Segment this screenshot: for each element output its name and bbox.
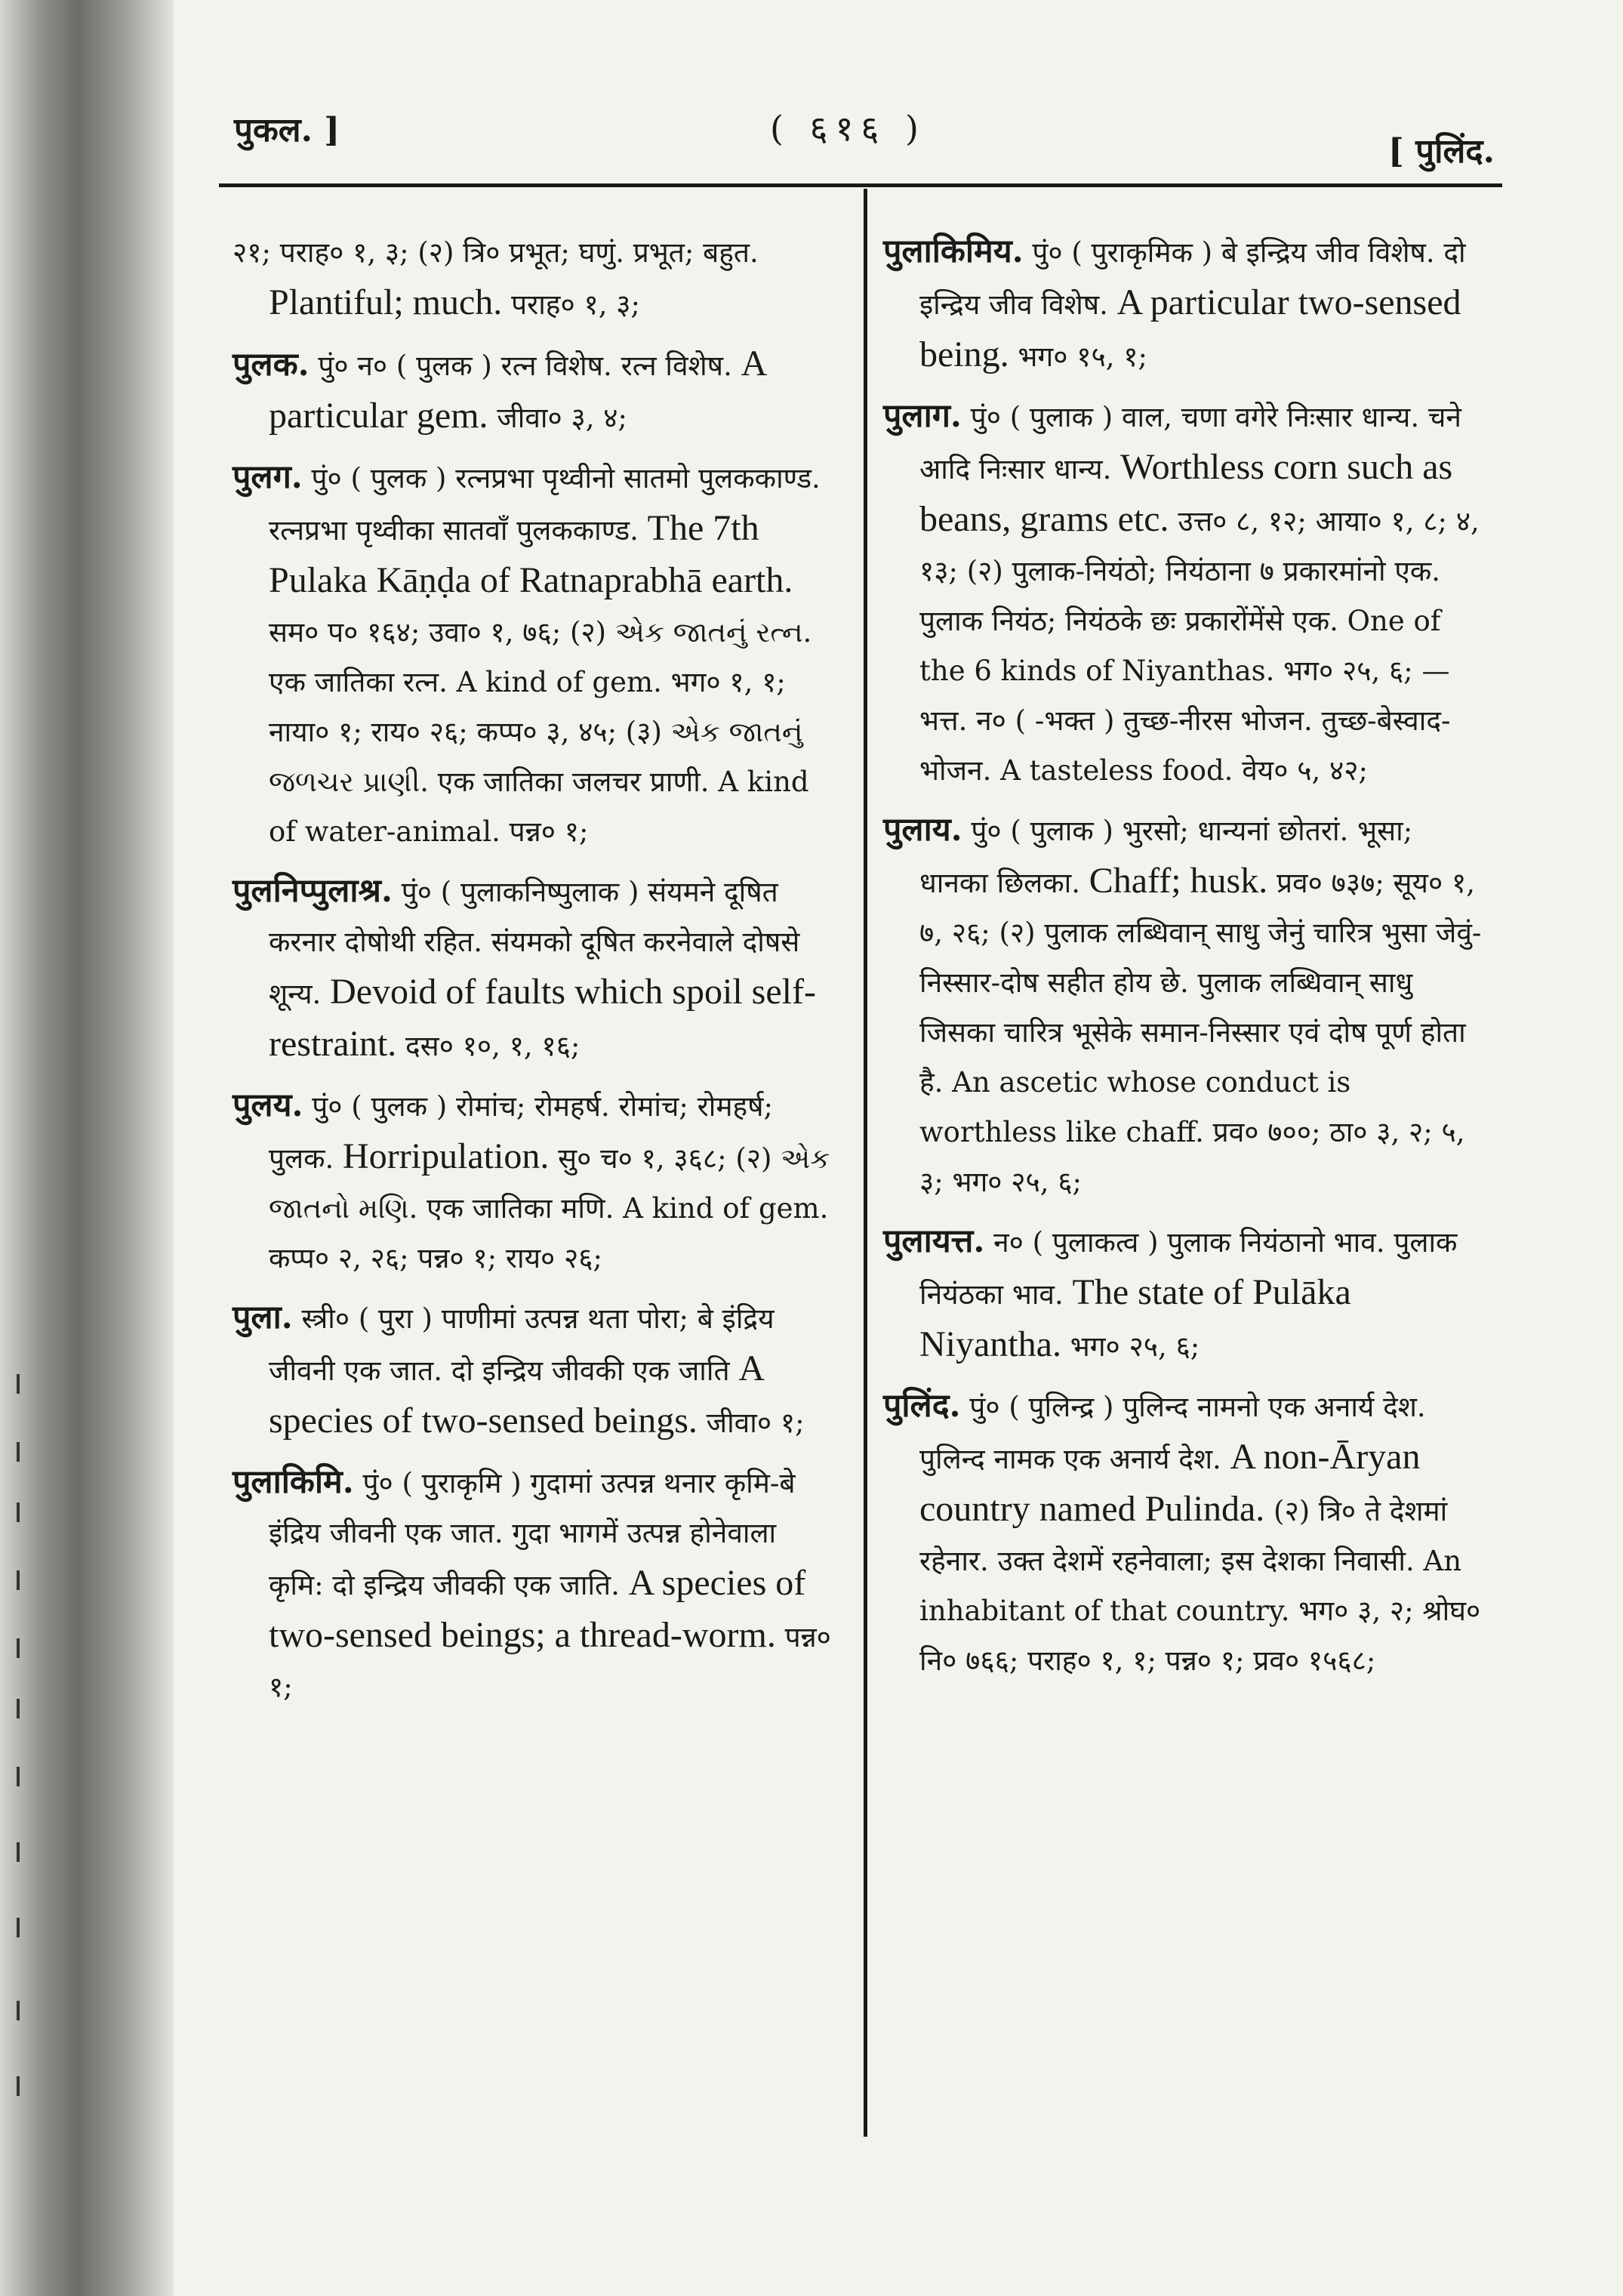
entry-english: Horripulation. <box>343 1136 550 1176</box>
dictionary-entry <box>883 805 1487 1207</box>
dictionary-entry <box>233 227 836 330</box>
entry-english: A particular gem. <box>269 344 765 436</box>
entry-body: २१; पराह० १, ३; (२) त्रि० प्रभूत; घणुं. प्रभूत; बहुत. <box>233 236 759 269</box>
entry-body: पुं० ( पुलिन्द्र ) पुलिन्द नामनो एक अनार्य देश. पुलिन्द नामक एक अनार्य देश. <box>919 1391 1426 1475</box>
entry-english: A particular two-sensed being. <box>919 282 1461 374</box>
entry-refs: सम० प० १६४; उवा० १, ७६; (२) એક જાતનું રત્ન. एक जातिका रत्न. A kind of gem. भग० १, १; नाया० १; राय० २६; कप्प० ३, ४५; (३) એક જાતનું જળચર પ્રાણી. एक जातिका जलचर प्राणी. A kind of water-animal. पन्न० १; <box>269 616 812 848</box>
entry-headword: पुलग. <box>233 458 303 496</box>
entry-english: Worthless corn such as beans, grams etc. <box>919 447 1453 539</box>
entry-headword: पुलाग. <box>883 397 962 435</box>
entry-body: स्त्री० ( पुरा ) पाणीमां उत्पन्न थता पोरा; बे इंद्रिय जीवनी एक जात. दो इन्द्रिय जीवकी एक जाति <box>269 1302 775 1387</box>
entry-english: The state of Pulāka Niyantha. <box>919 1272 1351 1364</box>
entry-headword: पुलय. <box>233 1086 303 1124</box>
entry-body: पुं० ( पुराकृमि ) गुदामां उत्पन्न थनार कृमि-बे इंद्रिय जीवनी एक जात. गुदा भागमें उत्पन्न होनेवाला कृमि: दो इन्द्रिय जीवकी एक जाति. <box>269 1467 796 1601</box>
column-divider <box>864 189 867 2137</box>
entry-body: न० ( पुलाकत्व ) पुलाक नियंठानो भाव. पुलाक नियंठका भाव. <box>919 1226 1458 1311</box>
entry-headword: पुलायत्त. <box>883 1222 985 1260</box>
dictionary-entry <box>233 1293 836 1448</box>
entry-headword: पुलाकिमि. <box>233 1463 354 1501</box>
entry-refs: पराह० १, ३; <box>511 288 640 321</box>
dictionary-entry <box>883 391 1487 796</box>
entry-headword: पुलक. <box>233 346 310 384</box>
dictionary-entry <box>233 1457 836 1712</box>
header-left-word: पुकल. ] <box>234 111 340 149</box>
entry-body: पुं० न० ( पुलक ) रत्न विशेष. रत्न विशेष. <box>318 350 732 382</box>
entry-refs: उत्त० ८, १२; आया० १, ८; ४, १३; (२) पुलाक-नियंठो; नियंठाना ७ प्रकारमांनो एक. पुलाक नियंठ; नियंठके छः प्रकारोंमेंसे एक. One of the 6 kinds of Niyanthas. भग० २५, ६; —भत्त. न० ( -भक्त ) तुच्छ-नीरस भोजन. तुच्छ-बेस्वाद-भोजन. A tasteless food. वेय० ५, ४२; <box>919 505 1480 787</box>
entry-refs: पन्न० १; <box>269 1621 831 1703</box>
gutter-marks <box>17 1374 32 2205</box>
dictionary-entry <box>883 1381 1487 1686</box>
dictionary-entry <box>233 866 836 1071</box>
dictionary-entry <box>883 1216 1487 1372</box>
entry-headword: पुलाय. <box>883 811 962 849</box>
entry-body: पुं० ( पुराकृमिक ) बे इन्द्रिय जीव विशेष. दो इन्द्रिय जीव विशेष. <box>919 236 1466 321</box>
entry-headword: पुलनिप्पुलाश्र. <box>233 872 393 910</box>
right-column <box>883 227 1487 1695</box>
entry-headword: पुलिंद. <box>883 1387 961 1425</box>
entry-headword: पुलाकिमिय. <box>883 233 1024 270</box>
entry-english: A non-Āryan country named Pulinda. <box>919 1437 1421 1529</box>
left-column <box>233 227 836 1721</box>
header-rule <box>219 183 1502 187</box>
entry-headword: पुला. <box>233 1299 293 1336</box>
entry-refs: प्रव० ७३७; सूय० १, ७, २६; (२) पुलाक लब्धिवान् साधु जेनुं चारित्र भुसा जेवुं-निस्सार-दोष सहीत होय छे. पुलाक लब्धिवान् साधु जिसका चारित्र भूसेके समान-निस्सार एवं दोष पूर्ण होता है. An ascetic whose conduct is worthless like chaff. प्रव० ७००; ठा० ३, २; ५, ३; भग० २५, ६; <box>919 867 1482 1198</box>
entry-english: A species of two-sensed beings; a thread-worm. <box>269 1563 806 1655</box>
dictionary-entry <box>233 452 836 857</box>
entry-body: पुं० ( पुलक ) रत्नप्रभा पृथ्वीनो सातमो पुलककाण्ड. रत्नप्रभा पृथ्वीका सातवाँ पुलककाण्ड. <box>269 462 821 547</box>
page-header <box>226 91 1495 174</box>
dictionary-entry <box>233 1080 836 1284</box>
entry-refs: भग० २५, ६; <box>1070 1330 1200 1363</box>
dictionary-entry <box>233 339 836 443</box>
entry-refs: जीवा० १; <box>706 1407 805 1439</box>
entry-refs: (२) त्रि० ते देशमां रहेनार. उक्त देशमें रहनेवाला; इस देशका निवासी. An inhabitant of that country. भग० ३, २; श्रोघ० नि० ७६६; पराह० १, १; पन्न० १; प्रव० १५६८; <box>919 1495 1481 1677</box>
entry-english: Chaff; husk. <box>1089 861 1268 901</box>
entry-body: पुं० ( पुलाकनिष्पुलाक ) संयमने दूषित करनार दोषोथी रहित. संयमको दूषित करनेवाले दोषसे शून्य. <box>269 876 800 1010</box>
entry-english: Devoid of faults which spoil self-restraint. <box>269 972 816 1064</box>
entry-refs: भग० १५, १; <box>1018 341 1147 373</box>
entry-english: A species of two-sensed beings. <box>269 1348 763 1441</box>
header-right-word: [ पुलिंद. <box>1387 132 1495 171</box>
entry-refs: जीवा० ३, ४; <box>497 402 627 434</box>
entry-english: Plantiful; much. <box>269 282 503 322</box>
entry-body: पुं० ( पुलाक ) वाल, चणा वगेरे निःसार धान्य. चने आदि निःसार धान्य. <box>919 401 1461 485</box>
entry-english: The 7th Pulaka Kāṇḍa of Ratnaprabhā earth. <box>269 508 793 600</box>
entry-body: पुं० ( पुलाक ) भुरसो; धान्यनां छोतरां. भूसा; धानका छिलका. <box>919 815 1413 899</box>
entry-body: पुं० ( पुलक ) रोमांच; रोमहर्ष. रोमांच; रोमहर्ष; पुलक. <box>269 1090 773 1175</box>
entry-refs: सु० च० १, ३६८; (२) એક જાતનો મણિ. एक जातिका मणि. A kind of gem. कप्प० २, २६; पन्न० १; राय० २६; <box>269 1142 830 1274</box>
dictionary-entry <box>883 227 1487 382</box>
page-number: ( ६१६ ) <box>770 108 926 149</box>
entry-refs: दस० १०, १, १६; <box>405 1030 581 1062</box>
